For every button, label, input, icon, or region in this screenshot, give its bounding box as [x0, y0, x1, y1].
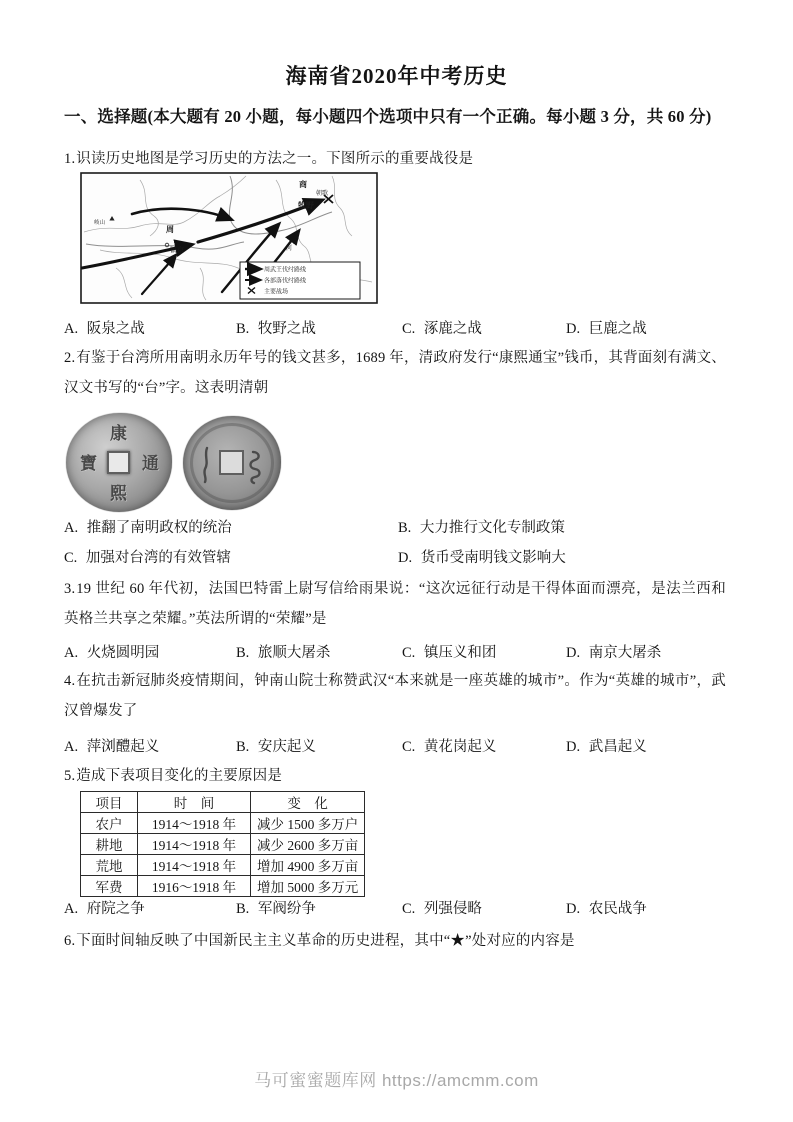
manchu-script-left-glyph: [204, 448, 207, 482]
q2-option-a: A. 推翻了南明政权的统治: [64, 520, 232, 536]
q4-option-b: B. 安庆起义: [236, 739, 316, 755]
q5-option-a: A. 府院之争: [64, 901, 145, 917]
coin-char-left: 寶: [80, 454, 97, 473]
question-3-body: 19 世纪 60 年代初，法国巴特雷上尉写信给雨果说：“这次远征行动是干得体面而漂亮，是法兰西和英格兰共享之荣耀。”英法所谓的“荣耀”是: [64, 581, 726, 627]
question-5-options: [64, 897, 734, 917]
question-2-options-row-1: [64, 516, 734, 536]
q3-option-c: C. 镇压义和团: [402, 645, 497, 661]
coin-obverse-image: [66, 413, 172, 512]
q3-option-d: D. 南京大屠杀: [566, 645, 662, 661]
question-1-number: 1.: [64, 151, 76, 167]
cell-time-4: 1916～1918 年: [138, 876, 251, 897]
page-title: 海南省2020年中考历史: [285, 64, 508, 88]
table-row: [81, 876, 365, 897]
label-zhou: 周: [166, 225, 174, 234]
q4-option-c: C. 黄花岗起义: [402, 739, 497, 755]
question-3-number: 3.: [64, 581, 76, 597]
cell-time-2: 1914～1918 年: [138, 834, 251, 855]
question-3-text: [64, 574, 726, 634]
question-4-number: 4.: [64, 673, 76, 689]
coin-square-hole: [107, 451, 130, 474]
question-2-text: [64, 343, 726, 403]
q5-data-table: [80, 791, 365, 897]
table-header-time: 时 间: [138, 792, 251, 813]
question-6-number: 6.: [64, 933, 76, 949]
legend-battlefield: 主要战场: [264, 289, 289, 296]
q1-option-b: B. 牧野之战: [236, 321, 316, 337]
table-row: [81, 813, 365, 834]
question-5-body: 造成下表项目变化的主要原因是: [76, 768, 283, 784]
battle-map-figure: [80, 172, 378, 304]
q5-option-d: D. 农民战争: [566, 901, 647, 917]
question-1-text: [64, 144, 726, 174]
cell-change-3: 增加 4900 多万亩: [251, 855, 365, 876]
question-4-options: [64, 735, 734, 755]
label-haojing: 镐京: [170, 246, 184, 254]
q5-option-b: B. 军阀纷争: [236, 901, 316, 917]
cell-item-1: 农户: [81, 813, 138, 834]
table-header-item: 项目: [81, 792, 138, 813]
q1-option-c: C. 涿鹿之战: [402, 321, 482, 337]
cell-time-1: 1914～1918 年: [138, 813, 251, 834]
table-header-change: 变 化: [251, 792, 365, 813]
battle-map-svg: [80, 172, 378, 304]
label-muye: 牧野: [298, 201, 314, 210]
cell-item-3: 荒地: [81, 855, 138, 876]
q4-option-a: A. 萍浏醴起义: [64, 739, 160, 755]
q1-option-d: D. 巨鹿之战: [566, 321, 647, 337]
question-4-body: 在抗击新冠肺炎疫情期间，钟南山院士称赞武汉“本来就是一座英雄的城市”。作为“英雄的城市”，武汉曾爆发了: [64, 673, 726, 719]
q3-option-a: A. 火烧圆明园: [64, 645, 160, 661]
coin-back-scripts: [183, 416, 281, 510]
cell-item-2: 耕地: [81, 834, 138, 855]
q3-option-b: B. 旅顺大屠杀: [236, 645, 331, 661]
coin-reverse-image: [183, 416, 281, 510]
question-6-body: 下面时间轴反映了中国新民主主义革命的历史进程，其中“★”处对应的内容是: [76, 933, 575, 949]
label-qishan: 岐山: [94, 220, 106, 226]
section-header: 一、选择题(本大题有 20 小题，每小题四个选项中只有一个正确。每小题 3 分，共 60 分): [64, 107, 712, 126]
label-he: 河: [286, 246, 293, 252]
question-4-text: [64, 666, 726, 726]
watermark-footer: 马可蜜蜜题库网 https://amcmm.com: [254, 1071, 539, 1090]
map-legend: [240, 262, 360, 299]
question-1-options: [64, 317, 734, 337]
q5-option-c: C. 列强侵略: [402, 901, 482, 917]
q4-option-d: D. 武昌起义: [566, 739, 647, 755]
question-6-text: [64, 926, 726, 956]
cell-change-2: 减少 2600 多万亩: [251, 834, 365, 855]
question-1-body: 识读历史地图是学习历史的方法之一。下图所示的重要战役是: [76, 151, 474, 167]
question-3-options: [64, 641, 734, 661]
q2-option-d: D. 货币受南明钱文影响大: [398, 550, 566, 566]
label-zhaoge: 朝歌: [316, 191, 329, 197]
q2-option-c: C. 加强对台湾的有效管辖: [64, 550, 231, 566]
question-2-number: 2.: [64, 350, 76, 366]
manchu-tai-right-glyph: [251, 452, 260, 483]
q2-option-b: B. 大力推行文化专制政策: [398, 520, 565, 536]
coin-char-top: 康: [110, 424, 127, 443]
label-shang: 商: [299, 180, 307, 189]
table-header-row: [81, 792, 365, 813]
question-2-body: 有鉴于台湾所用南明永历年号的钱文甚多，1689 年，清政府发行“康熙通宝”钱币，其背面刻有满文、汉文书写的“台”字。这表明清朝: [64, 350, 726, 396]
cell-change-1: 减少 1500 多万户: [251, 813, 365, 834]
table-row: [81, 855, 365, 876]
question-2-options-row-2: [64, 546, 734, 566]
cell-change-4: 增加 5000 多万元: [251, 876, 365, 897]
q1-option-a: A. 阪泉之战: [64, 321, 145, 337]
question-5-text: [64, 761, 726, 791]
coin-char-bottom: 熙: [110, 484, 127, 503]
legend-route-tribes: 各部落伐纣路线: [264, 278, 307, 285]
coin-char-right: 通: [142, 454, 159, 473]
table-row: [81, 834, 365, 855]
cell-time-3: 1914～1918 年: [138, 855, 251, 876]
cell-item-4: 军费: [81, 876, 138, 897]
legend-route-king: 周武王伐纣路线: [264, 267, 307, 274]
question-5-number: 5.: [64, 768, 76, 784]
